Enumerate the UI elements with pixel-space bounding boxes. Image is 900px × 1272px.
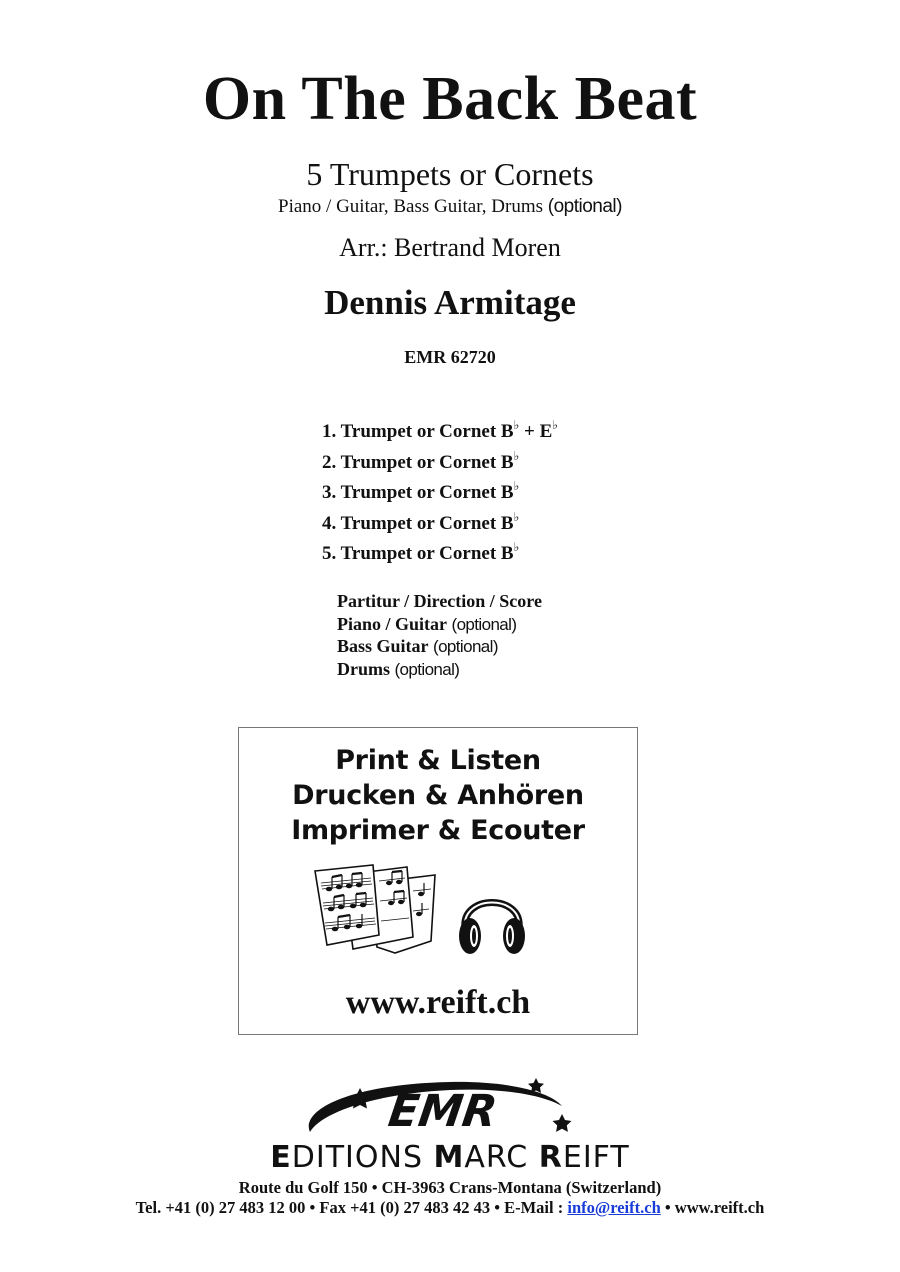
part-item [322, 410, 558, 441]
extra-label: Partitur / Direction / Score [337, 591, 542, 611]
extra-label: Drums [337, 658, 390, 679]
part-label: 4. Trumpet or Cornet B [322, 512, 514, 534]
part-label: 1. Trumpet or Cornet B [322, 421, 514, 442]
part-label: 2. Trumpet or Cornet B [322, 451, 514, 473]
contact-phone-fax: Tel. +41 (0) 27 483 12 00 • Fax +41 (0) 27 483 42 43 • E-Mail : [135, 1198, 568, 1217]
publisher-name [0, 1140, 900, 1175]
extra-item [337, 590, 542, 613]
publisher-contact [0, 1198, 900, 1218]
emr-logo-text: EMR [385, 1086, 501, 1137]
extra-note: (optional) [433, 637, 498, 656]
publisher-name-part: E [270, 1140, 292, 1175]
publisher-name-part: EIFT [562, 1140, 630, 1175]
flat-sign: ♭ [513, 479, 520, 493]
extra-label: Piano / Guitar [337, 613, 448, 634]
extra-item [337, 658, 542, 681]
flat-sign: ♭ [513, 540, 520, 554]
flat-sign: ♭ [552, 418, 558, 432]
publisher-address: Route du Golf 150 • CH-3963 Crans-Montana (Switzerland) [238, 1178, 662, 1197]
parts-list [322, 410, 558, 563]
extras-list [337, 590, 542, 680]
flat-sign: ♭ [513, 418, 520, 432]
print-listen-box [238, 727, 638, 1035]
headphones-icon [457, 878, 527, 958]
instrumentation-text: Piano / Guitar, Bass Guitar, Drums [278, 196, 543, 217]
part-item [322, 502, 558, 533]
publisher-name-part: DITIONS [291, 1140, 434, 1175]
publisher-name-part: R [538, 1140, 563, 1175]
sheet-music-icon [309, 861, 441, 956]
arranger: Arr.: Bertrand Moren [339, 233, 561, 262]
promo-line-fr: Imprimer & Ecouter [291, 815, 585, 846]
instrumentation-optional: (optional) [547, 196, 622, 217]
emr-logo [300, 1074, 590, 1142]
part-item [322, 471, 558, 502]
contact-website: • www.reift.ch [660, 1198, 765, 1217]
publisher-name-part: M [433, 1140, 465, 1175]
subtitle: 5 Trumpets or Cornets [306, 156, 594, 192]
extra-label: Bass Guitar [337, 636, 429, 656]
instrumentation-line [0, 196, 900, 218]
catalog-number: EMR 62720 [404, 347, 496, 367]
extra-item [337, 635, 542, 658]
part-item [322, 532, 558, 563]
promo-website[interactable]: www.reift.ch [345, 984, 531, 1021]
part-label: 5. Trumpet or Cornet B [322, 543, 514, 564]
composer: Dennis Armitage [324, 283, 576, 322]
part-label-extra: + E [519, 421, 553, 442]
flat-sign: ♭ [513, 448, 520, 463]
page-title: On The Back Beat [202, 65, 698, 133]
extra-item [337, 613, 542, 636]
part-label: 3. Trumpet or Cornet B [322, 482, 514, 503]
email-link[interactable]: info@reift.ch [567, 1198, 661, 1217]
flat-sign: ♭ [513, 509, 520, 524]
promo-line-de: Drucken & Anhören [292, 780, 584, 811]
publisher-name-part: ARC [464, 1140, 539, 1175]
promo-line-en: Print & Listen [335, 745, 541, 776]
extra-note: (optional) [451, 614, 517, 634]
extra-note: (optional) [394, 659, 460, 679]
part-item [322, 441, 558, 472]
